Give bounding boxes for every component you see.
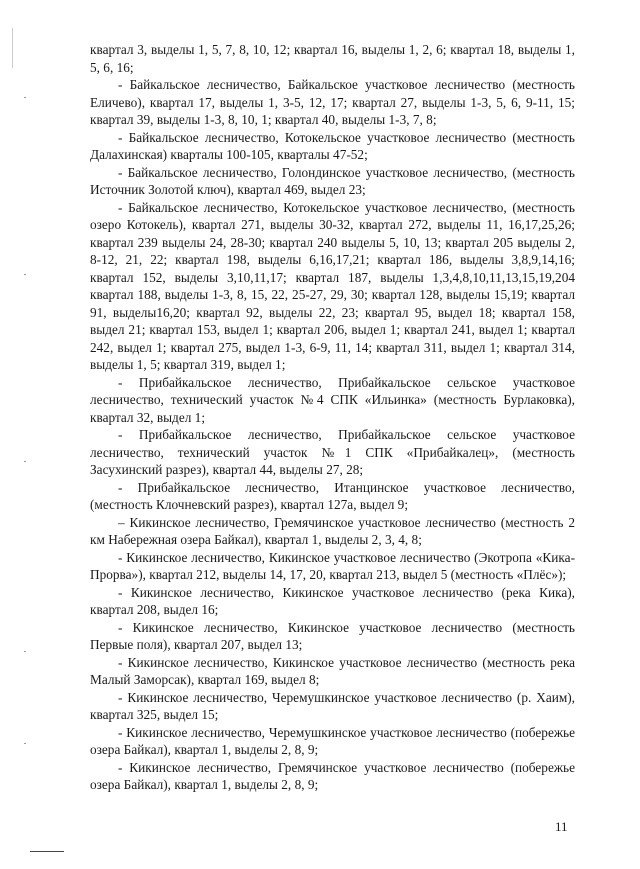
paragraph: - Байкальское лесничество, Котокельское участковое лесничество, (местность озеро Котокель), квартал 271, выделы 30-32, квартал 272, выделы 11, 16,17,25,26; квартал 239 выделы 24, 28-30; квартал 240 выделы 5, 10, 13; квартал 205 выделы 2, 8-12, 21, 22; квартал 198, выделы 6,16,17,21; квартал 186, выделы 3,8,9,14,16; квартал 152, выделы 3,10,11,17; квартал 187, выделы 1,3,4,8,10,11,13,15,19,204 квартал 188, выделы 1-3, 8, 15, 22, 25-27, 29, 30; квартал 128, выделы 15,19; квартал 91, выделы16,20; квартал 92, выделы 22, 23; квартал 95, выдел 18; квартал 158, выдел 21; квартал 153, выдел 1; квартал 206, выдел 1; квартал 241, выдел 1; квартал 242, выдел 1; квартал 275, выдел 1-3, 6-9, 11, 14; квартал 311, выдел 1; квартал 314, выделы 1, 5; квартал 319, выдел 1; [90, 199, 575, 372]
paragraph: - Прибайкальское лесничество, Итанцинское участковое лесничество, (местность Клочневский разрез), квартал 127а, выдел 9; [90, 479, 575, 512]
footer-rule [30, 851, 64, 852]
paragraph: - Прибайкальское лесничество, Прибайкальское сельское участковое лесничество, технический участок №4 СПК «Ильинка» (местность Бурлаковка), квартал 32, выдел 1; [90, 374, 575, 425]
paragraph: - Байкальское лесничество, Байкальское участковое лесничество (местность Еличево), квартал 17, выделы 1, 3-5, 12, 17; квартал 27, выделы 1-3, 5, 6, 9-11, 15; квартал 39, выделы 1-3, 8, 10, 1; квартал 40, выделы 1-3, 7, 8; [90, 77, 575, 127]
paragraph: - Байкальское лесничество, Голондинское участковое лесничество, (местность Источник Золотой ключ), квартал 469, выдел 23; [90, 164, 575, 197]
scan-margin-mark [24, 651, 26, 652]
paragraph: - Кикинское лесничество, Кикинское участковое лесничество (местность река Малый Заморсак), квартал 169, выдел 8; [90, 654, 575, 687]
paragraph: квартал 3, выделы 1, 5, 7, 8, 10, 12; квартал 16, выделы 1, 2, 6; квартал 18, выделы 1, 5, 6, 16; [90, 42, 575, 75]
document-body [90, 41, 575, 794]
paragraph: - Кикинское лесничество, Гремячинское участковое лесничество (побережье озера Байкал), квартал 1, выделы 2, 8, 9; [90, 759, 575, 792]
paragraph: - Кикинское лесничество, Кикинское участковое лесничество (Экотропа «Кика-Прорва»), квартал 212, выделы 14, 17, 20, квартал 213, выдел 5 (местность «Плёс»); [90, 549, 575, 582]
scan-margin-mark [24, 97, 26, 98]
paragraph: - Кикинское лесничество, Кикинское участковое лесничество (река Кика), квартал 208, выдел 16; [90, 584, 575, 617]
page-number: 11 [555, 819, 568, 834]
paragraph: - Кикинское лесничество, Черемушкинское участковое лесничество (р. Хаим), квартал 325, выдел 15; [90, 689, 575, 722]
scan-edge-mark [12, 28, 13, 68]
paragraph: - Кикинское лесничество, Кикинское участковое лесничество (местность Первые поля), квартал 207, выдел 13; [90, 619, 575, 652]
paragraph: - Кикинское лесничество, Черемушкинское участковое лесничество (побережье озера Байкал), квартал 1, выделы 2, 8, 9; [90, 724, 575, 757]
scan-margin-mark [24, 461, 26, 462]
scan-margin-mark [24, 274, 26, 275]
paragraph: - Прибайкальское лесничество, Прибайкальское сельское участковое лесничество, технический участок №1 СПК «Прибайкалец», (местность Засухинский разрез), квартал 44, выделы 27, 28; [90, 427, 575, 477]
scan-margin-mark [24, 743, 26, 744]
paragraph: - Байкальское лесничество, Котокельское участковое лесничество (местность Далахинская) кварталы 100-105, кварталы 47-52; [90, 129, 575, 162]
paragraph: – Кикинское лесничество, Гремячинское участковое лесничество (местность 2 км Набережная озера Байкал), квартал 1, выделы 2, 3, 4, 8; [90, 514, 575, 547]
